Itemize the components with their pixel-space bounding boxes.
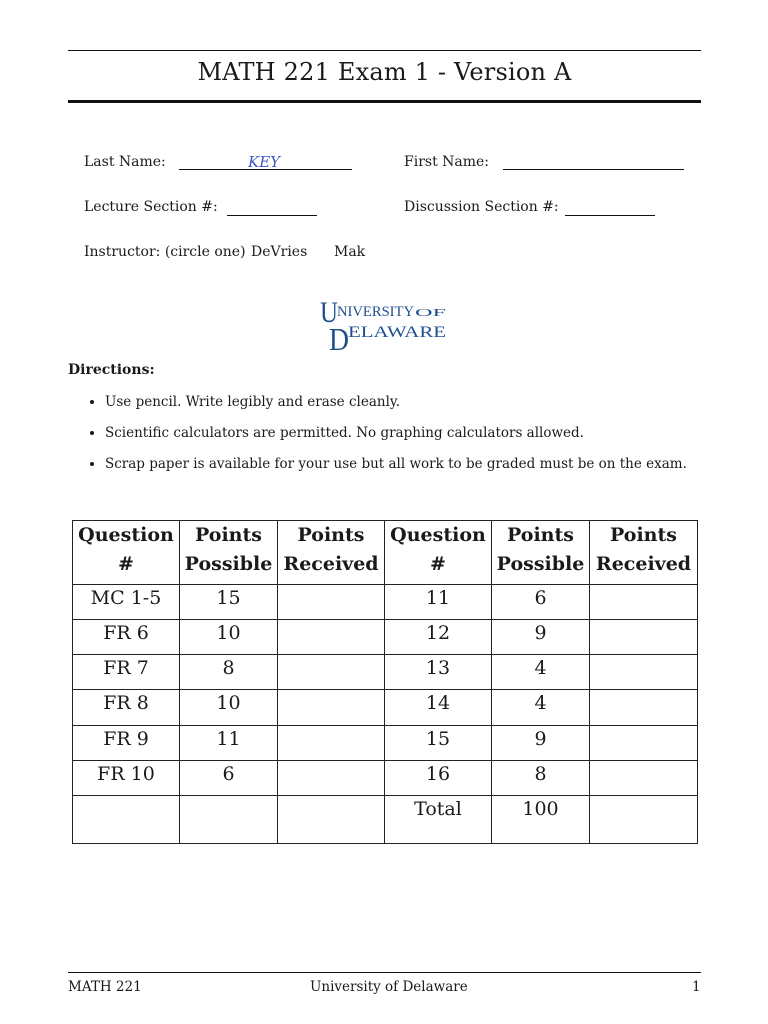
points-received-cell[interactable]: [278, 690, 385, 725]
points-possible-cell: 8: [492, 760, 590, 795]
table-row: [73, 760, 698, 795]
discussion-section-line[interactable]: [565, 215, 655, 216]
points-received-cell: [278, 795, 385, 843]
exam-title: MATH 221 Exam 1 - Version A: [197, 58, 572, 86]
svg-text:OF: OF: [415, 308, 448, 319]
footer-university: University of Delaware: [310, 979, 468, 995]
total-points-cell: 100: [492, 795, 590, 843]
directions-list: [68, 393, 745, 486]
lecture-section-label: Lecture Section #:: [84, 199, 218, 215]
column-header: Points Received: [278, 521, 385, 585]
points-possible-cell: 6: [492, 585, 590, 620]
university-of-delaware-logo: [318, 294, 450, 352]
question-cell: FR 9: [73, 725, 180, 760]
column-header: Points Received: [590, 521, 698, 585]
first-name-line[interactable]: [503, 169, 684, 170]
points-possible-cell: 10: [180, 620, 278, 655]
points-received-cell[interactable]: [590, 690, 698, 725]
points-received-cell[interactable]: [590, 585, 698, 620]
points-possible-cell: 4: [492, 655, 590, 690]
points-received-cell[interactable]: [590, 725, 698, 760]
points-possible-cell: 9: [492, 620, 590, 655]
question-cell: 12: [385, 620, 492, 655]
points-possible-cell: [180, 795, 278, 843]
points-received-cell[interactable]: [590, 655, 698, 690]
points-received-cell[interactable]: [278, 725, 385, 760]
direction-item: • Scrap paper is available for your use but all work to be graded must be on the exam.: [105, 455, 745, 473]
question-cell: 14: [385, 690, 492, 725]
discussion-section-label: Discussion Section #:: [404, 199, 559, 215]
header-bottom-rule: [68, 100, 701, 103]
table-total-row: [73, 795, 698, 843]
table-row: [73, 690, 698, 725]
instructor-label: Instructor: (circle one): [84, 244, 246, 260]
question-cell: 15: [385, 725, 492, 760]
points-received-cell[interactable]: [278, 760, 385, 795]
points-possible-cell: 10: [180, 690, 278, 725]
last-name-label: Last Name:: [84, 154, 166, 170]
points-possible-cell: 11: [180, 725, 278, 760]
last-name-value: KEY: [248, 153, 281, 171]
page-number: 1: [692, 979, 701, 995]
table-row: [73, 655, 698, 690]
instructor-option-devries[interactable]: DeVries: [251, 244, 308, 260]
column-header: Points Possible: [180, 521, 278, 585]
table-row: [73, 725, 698, 760]
header-top-rule: [68, 50, 701, 51]
points-received-cell[interactable]: [278, 655, 385, 690]
svg-text:D: D: [329, 321, 349, 352]
question-cell: 16: [385, 760, 492, 795]
points-received-cell[interactable]: [278, 620, 385, 655]
total-received-cell[interactable]: [590, 795, 698, 843]
points-possible-cell: 9: [492, 725, 590, 760]
points-received-cell[interactable]: [278, 585, 385, 620]
svg-text:NIVERSITY: NIVERSITY: [337, 304, 415, 320]
footer-course: MATH 221: [68, 979, 142, 995]
first-name-label: First Name:: [404, 154, 490, 170]
points-possible-cell: 4: [492, 690, 590, 725]
points-received-cell[interactable]: [590, 620, 698, 655]
column-header: Points Possible: [492, 521, 590, 585]
question-cell: FR 7: [73, 655, 180, 690]
question-cell: 11: [385, 585, 492, 620]
question-cell: FR 8: [73, 690, 180, 725]
footer-rule: [68, 972, 701, 973]
points-possible-cell: 6: [180, 760, 278, 795]
question-cell: FR 10: [73, 760, 180, 795]
question-cell: MC 1-5: [73, 585, 180, 620]
table-header-row: [73, 521, 698, 585]
direction-item: • Scientific calculators are permitted. No graphing calculators allowed.: [105, 424, 745, 442]
points-received-cell[interactable]: [590, 760, 698, 795]
direction-item: • Use pencil. Write legibly and erase cleanly.: [105, 393, 745, 411]
table-row: [73, 620, 698, 655]
column-header: Question #: [73, 521, 180, 585]
question-cell: FR 6: [73, 620, 180, 655]
svg-text:U: U: [320, 296, 339, 329]
question-cell: [73, 795, 180, 843]
instructor-option-mak[interactable]: Mak: [334, 244, 366, 260]
score-table: [72, 520, 698, 844]
question-cell: 13: [385, 655, 492, 690]
points-possible-cell: 8: [180, 655, 278, 690]
lecture-section-line[interactable]: [227, 215, 317, 216]
column-header: Question #: [385, 521, 492, 585]
table-row: [73, 585, 698, 620]
directions-heading: Directions:: [68, 362, 155, 378]
svg-text:ELAWARE: ELAWARE: [348, 324, 446, 341]
points-possible-cell: 15: [180, 585, 278, 620]
total-label-cell: Total: [385, 795, 492, 843]
